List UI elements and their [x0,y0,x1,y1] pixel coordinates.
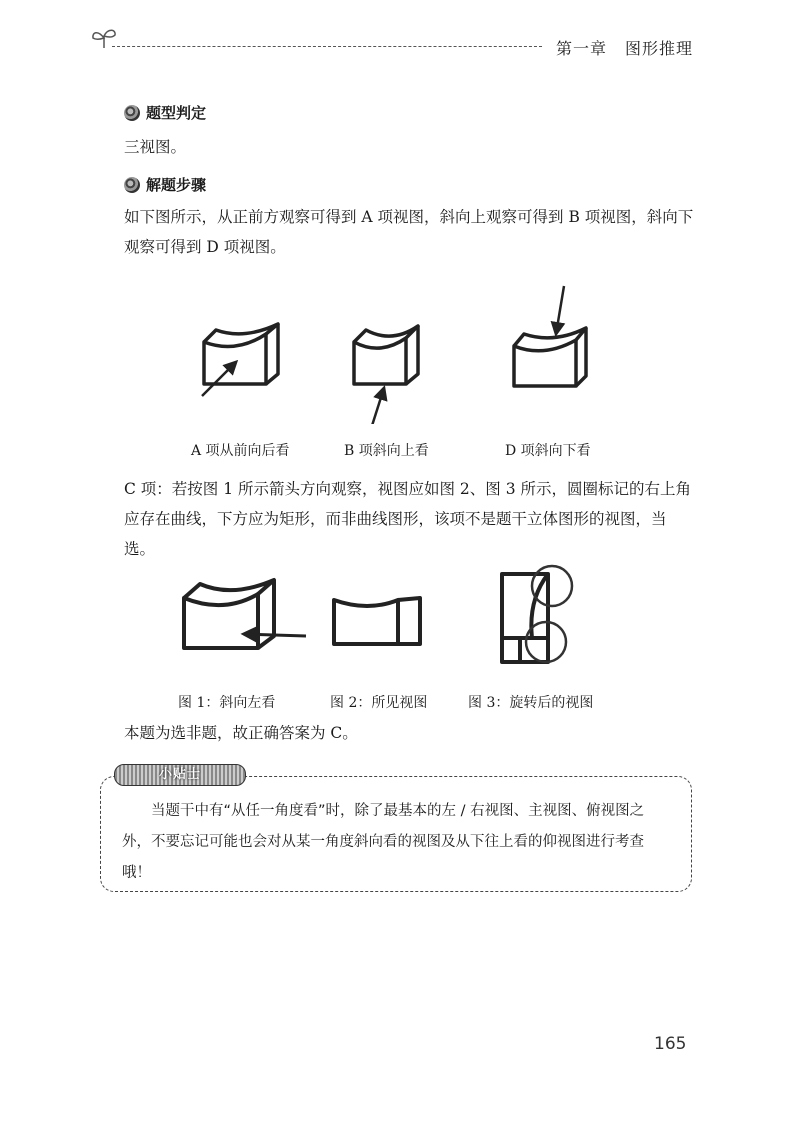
running-header [556,36,693,59]
conclusion: 本题为选非题，故正确答案为 C。 [124,724,358,742]
page-number: 165 [654,1034,687,1054]
chapter-label: 第一章 [556,39,608,58]
section-label: 图形推理 [625,39,694,58]
fig3-rotated-view [502,574,548,662]
solution-intro: 如下图所示，从正前方观察可得到 A 项视图，斜向上观察可得到 B 项视图，斜向下观察可得到 D 项视图。 [124,208,694,256]
solution-heading: 解题步骤 [124,174,206,195]
tip-label: 小贴士 [114,764,246,786]
arrow-b [370,388,384,424]
highlight-circle-top [532,566,572,606]
question-type-heading: 题型判定 [124,102,206,123]
header-rule [112,46,542,47]
option-c-explanation: C 项：若按图 1 所示箭头方向观察，视图应如图 2、图 3 所示，圆圈标记的右上角应存在曲线，下方应为矩形，而非曲线图形，该项不是题干立体图形的视图，当选。 [124,480,692,558]
caption-b: B 项斜向上看 [344,443,429,459]
figure-row-2 [176,562,596,682]
fig1-oblique-left [184,580,274,648]
question-type-answer: 三视图。 [124,138,187,156]
arrow-d [556,286,564,334]
fig2-seen-view [334,598,420,644]
tip-text: 当题干中有“从任一角度看”时，除了最基本的左 / 右视图、主视图、俯视图之外，不要忘记可能也会对从某一角度斜向看的视图及从下往上看的仰视图进行考查哦！ [122,803,645,881]
shape-b-upward-view [354,326,418,384]
shape-d-downward-view [514,328,586,386]
shape-a-front-view [204,324,278,384]
caption-a: A 项从前向后看 [191,443,290,459]
bullet-icon [124,105,140,121]
arrow-fig1 [244,634,306,636]
arrow-a [202,362,236,396]
bullet-icon [124,177,140,193]
caption-fig3: 图 3：旋转后的视图 [468,695,594,711]
caption-fig1: 图 1：斜向左看 [178,695,276,711]
figure-row-1 [180,284,640,424]
caption-fig2: 图 2：所见视图 [330,695,428,711]
caption-d: D 项斜向下看 [505,443,591,459]
